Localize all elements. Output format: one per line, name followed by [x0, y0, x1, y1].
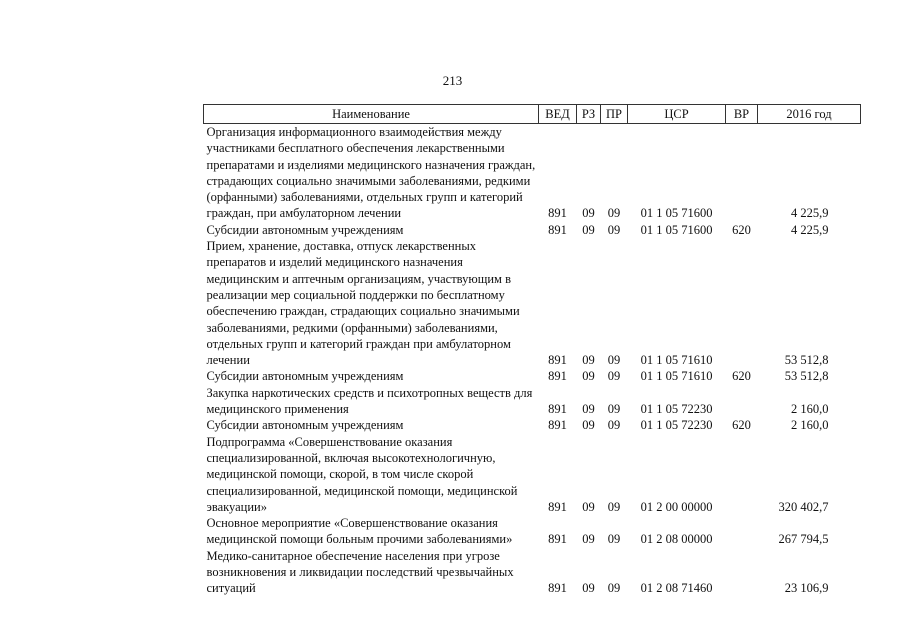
table-header-row [204, 105, 861, 124]
row-name: Закупка наркотических средств и психотропных веществ для медицинского применения [206, 385, 533, 417]
row-name: Прием, хранение, доставка, отпуск лекарственных препаратов и изделий медицинского назначения медицинским и аптечным организациям, участвующим в реализации мер социальной поддержки по бесплатному обеспечению граждан, страдающих социально значимыми заболеваниями, редкими (орфанными) заболеваниями, отдельных групп и категорий граждан при амбулаторном лечении [206, 239, 520, 368]
table-row [204, 222, 861, 238]
row-name: Субсидии автономным учреждениям [206, 369, 404, 384]
table-row [204, 124, 861, 222]
row-name: Организация информационного взаимодействия между участниками бесплатного обеспечения лекарственными препаратами и изделиями медицинского назначения граждан, страдающих социально значимыми заболеваниями, редкими (орфанными) заболеваниями, отдельных групп и категорий граждан, при амбулаторном лечении [206, 125, 536, 221]
row-csr: 01 2 08 71460 [640, 581, 713, 596]
table-row [204, 548, 861, 597]
row-name: Подпрограмма «Совершенствование оказания специализированной, включая высокотехнологичную, медицинской помощи, скорой, в том числе скорой специализированной, медицинской помощи, медицинской эвакуации» [206, 434, 518, 514]
row-amount: 2 160,0 [791, 402, 829, 417]
row-amount: 4 225,9 [791, 222, 829, 237]
row-csr: 01 1 05 71600 [640, 222, 713, 237]
row-pr: 09 [607, 206, 621, 221]
row-pr: 09 [607, 353, 621, 368]
row-pr: 09 [607, 499, 621, 514]
header-vr: ВР [726, 105, 758, 124]
header-name: Наименование [204, 105, 539, 124]
header-csr: ЦСР [628, 105, 726, 124]
row-rz: 09 [582, 532, 595, 547]
table-row [204, 434, 861, 515]
table-row [204, 417, 861, 433]
row-name: Субсидии автономным учреждениям [206, 222, 404, 237]
row-csr: 01 1 05 71600 [640, 206, 713, 221]
row-rz: 09 [582, 222, 595, 237]
row-ved: 891 [548, 581, 567, 596]
row-amount: 320 402,7 [778, 499, 829, 514]
row-rz: 09 [582, 581, 595, 596]
page-number: 213 [442, 73, 463, 88]
row-rz: 09 [582, 369, 595, 384]
row-ved: 891 [548, 369, 567, 384]
row-pr: 09 [607, 402, 621, 417]
row-amount: 4 225,9 [791, 206, 829, 221]
row-amount: 2 160,0 [791, 418, 829, 433]
row-name: Медико-санитарное обеспечение населения при угрозе возникновения и ликвидации последствий чрезвычайных ситуаций [206, 548, 514, 596]
row-amount: 267 794,5 [778, 532, 829, 547]
row-vr [726, 515, 758, 548]
row-ved: 891 [548, 418, 567, 433]
row-pr: 09 [607, 581, 621, 596]
row-csr: 01 1 05 71610 [640, 369, 713, 384]
row-vr: 620 [732, 418, 751, 433]
row-pr: 09 [607, 369, 621, 384]
row-csr: 01 1 05 71610 [640, 353, 713, 368]
row-csr: 01 2 00 00000 [640, 499, 713, 514]
table-row [204, 385, 861, 418]
row-rz: 09 [582, 353, 595, 368]
row-ved: 891 [548, 499, 567, 514]
header-year: 2016 год [758, 105, 861, 124]
row-pr: 09 [607, 222, 621, 237]
header-rz: РЗ [577, 105, 601, 124]
row-name: Основное мероприятие «Совершенствование оказания медицинской помощи больным прочими заболеваниями» [206, 516, 513, 547]
row-vr [726, 238, 758, 368]
row-pr: 09 [607, 532, 621, 547]
row-rz: 09 [582, 206, 595, 221]
row-vr [726, 548, 758, 597]
row-ved: 891 [548, 222, 567, 237]
row-csr: 01 1 05 72230 [640, 418, 713, 433]
row-ved: 891 [548, 532, 567, 547]
row-ved: 891 [548, 402, 567, 417]
row-vr: 620 [732, 369, 751, 384]
table-row [204, 515, 861, 548]
row-csr: 01 1 05 72230 [640, 402, 713, 417]
header-ved: ВЕД [539, 105, 577, 124]
table-row [204, 238, 861, 368]
row-amount: 53 512,8 [784, 353, 829, 368]
row-ved: 891 [548, 206, 567, 221]
row-amount: 53 512,8 [784, 369, 829, 384]
table-row [204, 368, 861, 384]
row-rz: 09 [582, 499, 595, 514]
row-vr [726, 434, 758, 515]
row-rz: 09 [582, 402, 595, 417]
row-vr: 620 [732, 222, 751, 237]
header-pr: ПР [601, 105, 628, 124]
row-csr: 01 2 08 00000 [640, 532, 713, 547]
row-ved: 891 [548, 353, 567, 368]
row-name: Субсидии автономным учреждениям [206, 418, 404, 433]
row-amount: 23 106,9 [784, 581, 829, 596]
row-vr [726, 385, 758, 418]
row-vr [726, 124, 758, 222]
budget-table [203, 104, 861, 597]
row-pr: 09 [607, 418, 621, 433]
row-rz: 09 [582, 418, 595, 433]
